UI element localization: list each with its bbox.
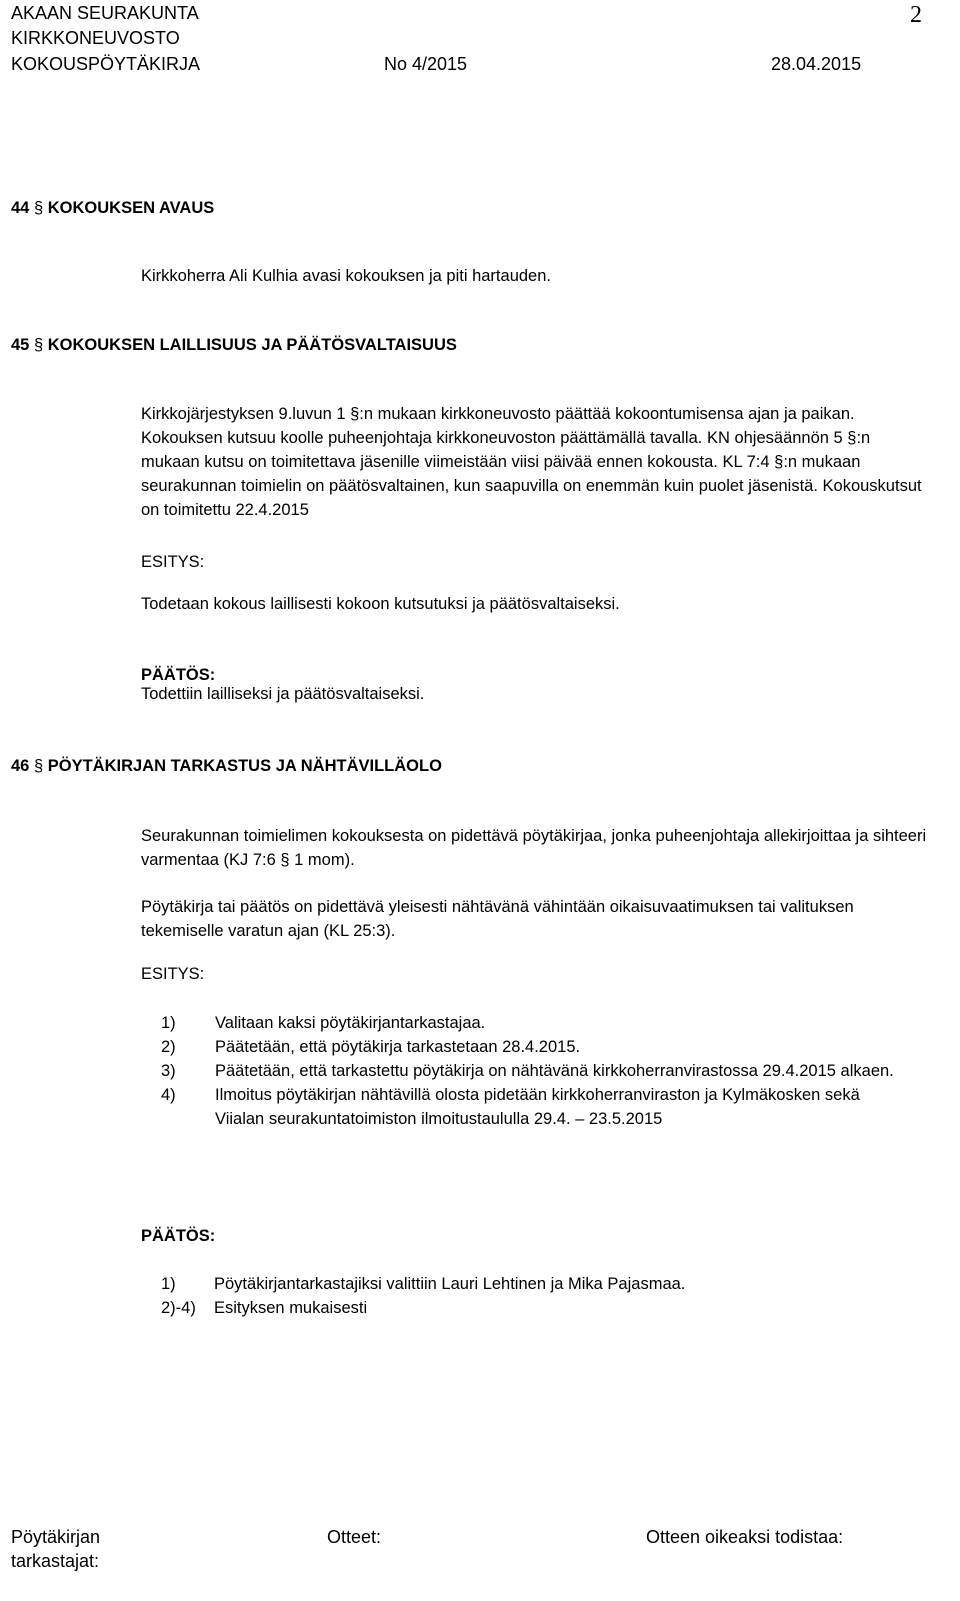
header-number: No 4/2015: [384, 54, 468, 74]
list-item: [161, 1296, 901, 1320]
paatos-list: [161, 1272, 901, 1320]
section-45-paatos-label: PÄÄTÖS:: [141, 666, 216, 684]
list-item-text: Esityksen mukaisesti: [214, 1299, 368, 1317]
esitys-list: [161, 1011, 901, 1131]
list-item: [161, 1011, 901, 1035]
section-number: 44: [11, 199, 30, 217]
section-45-esitys-label: ESITYS:: [141, 553, 205, 571]
section-46-paatos-label: PÄÄTÖS:: [141, 1227, 216, 1245]
section-symbol: §: [33, 199, 44, 217]
list-item: [161, 1272, 901, 1296]
list-item-number: 2)-4): [161, 1299, 196, 1317]
list-item: [161, 1035, 901, 1059]
list-item-number: 3): [161, 1062, 176, 1080]
section-45-esitys-text: Todetaan kokous laillisesti kokoon kutsutuksi ja päätösvaltaiseksi.: [141, 595, 620, 613]
section-44-title: [11, 198, 214, 218]
header-org: AKAAN SEURAKUNTA: [11, 3, 199, 23]
list-item-text: Päätetään, että tarkastettu pöytäkirja on nähtävänä kirkkoherranvirastossa 29.4.2015 alkaen.: [215, 1062, 894, 1080]
footer-certified: Otteen oikeaksi todistaa:: [646, 1527, 844, 1547]
section-45-title: [11, 335, 457, 355]
list-item-text: Ilmoitus pöytäkirjan nähtävillä olosta pidetään kirkkoherranviraston ja Kylmäkosken sekä Viialan seurakuntatoimiston ilmoitustaululla 29.4. – 23.5.2015: [215, 1086, 860, 1128]
section-45-paatos-text: Todettiin lailliseksi ja päätösvaltaiseksi.: [141, 685, 425, 703]
page-number: 2: [910, 2, 922, 28]
footer-extracts: Otteet:: [327, 1527, 382, 1547]
list-item-text: Päätetään, että pöytäkirja tarkastetaan 28.4.2015.: [215, 1038, 581, 1056]
section-46-title: [11, 756, 442, 776]
section-46-paragraph-2: Pöytäkirja tai päätös on pidettävä yleisesti nähtävänä vähintään oikaisuvaatimuksen tai valituksen tekemiselle varatun ajan (KL 25:3).: [141, 898, 854, 940]
list-item: [161, 1083, 901, 1131]
list-item: [161, 1059, 901, 1083]
section-46-paragraph-1: Seurakunnan toimielimen kokouksesta on pidettävä pöytäkirjaa, jonka puheenjohtaja allekirjoittaa ja sihteeri varmentaa (KJ 7:6 § 1 mom).: [141, 827, 927, 869]
footer-inspectors: Pöytäkirjan tarkastajat:: [11, 1527, 101, 1571]
header-doc-type: KOKOUSPÖYTÄKIRJA: [11, 54, 201, 74]
section-46-esitys-label: ESITYS:: [141, 965, 205, 983]
list-item-number: 4): [161, 1086, 176, 1104]
list-item-number: 2): [161, 1038, 176, 1056]
section-number: 45: [11, 336, 30, 354]
section-title-text: KOKOUKSEN LAILLISUUS JA PÄÄTÖSVALTAISUUS: [47, 336, 457, 354]
list-item-text: Pöytäkirjantarkastajiksi valittiin Lauri Lehtinen ja Mika Pajasmaa.: [214, 1275, 686, 1293]
section-symbol: §: [33, 757, 44, 775]
section-44-text: Kirkkoherra Ali Kulhia avasi kokouksen ja piti hartauden.: [141, 267, 551, 285]
header-date: 28.04.2015: [771, 54, 862, 74]
section-number: 46: [11, 757, 30, 775]
list-item-number: 1): [161, 1014, 176, 1032]
section-title-text: KOKOUKSEN AVAUS: [47, 199, 215, 217]
header-body: KIRKKONEUVOSTO: [11, 28, 180, 48]
list-item-number: 1): [161, 1275, 176, 1293]
section-title-text: PÖYTÄKIRJAN TARKASTUS JA NÄHTÄVILLÄOLO: [47, 757, 442, 775]
section-45-text: Kirkkojärjestyksen 9.luvun 1 §:n mukaan kirkkoneuvosto päättää kokoontumisensa ajan ja paikan. Kokouksen kutsuu koolle puheenjohtaja kirkkoneuvoston päättämällä tavalla. KN ohjesäännön 5 §:n mukaan kutsu on toimitettava jäsenille viimeistään viisi päivää ennen kokousta. KL 7:4 §:n mukaan seurakunnan toimielin on päätösvaltainen, kun saapuvilla on enemmän kuin puolet jäsenistä. Kokouskutsut on toimitettu 22.4.2015: [141, 405, 922, 519]
list-item-text: Valitaan kaksi pöytäkirjantarkastajaa.: [215, 1014, 486, 1032]
section-symbol: §: [33, 336, 44, 354]
